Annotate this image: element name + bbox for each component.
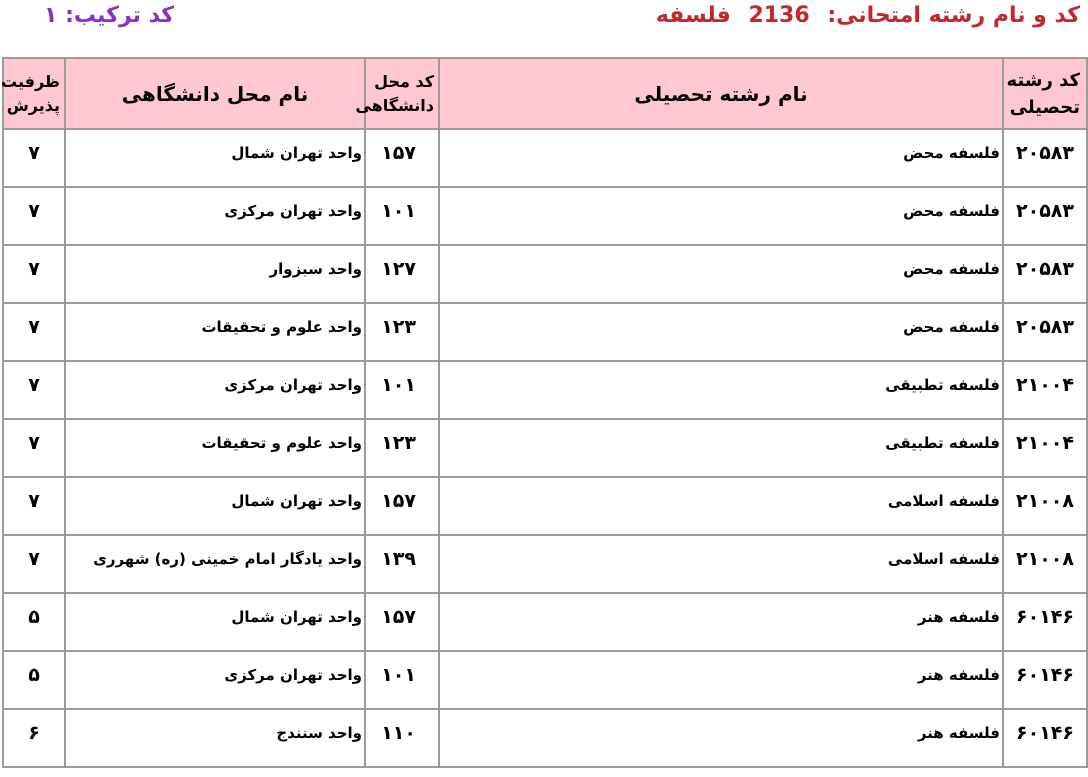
capacity-cell: ۷ bbox=[3, 303, 65, 361]
location-code-cell: ۱۲۳ bbox=[365, 419, 439, 477]
location-code-cell: ۱۱۰ bbox=[365, 709, 439, 767]
capacity-cell: ۷ bbox=[3, 535, 65, 593]
location-code-cell: ۱۰۱ bbox=[365, 187, 439, 245]
location-name-cell: واحد علوم و تحقیقات bbox=[65, 419, 365, 477]
combination-code: کد ترکیب: ۱ bbox=[44, 3, 175, 28]
location-name-cell: واحد یادگار امام خمینی (ره) شهرری bbox=[65, 535, 365, 593]
capacity-cell: ۷ bbox=[3, 361, 65, 419]
capacity-cell: ۶ bbox=[3, 709, 65, 767]
exam-title-prefix: کد و نام رشته امتحانی: bbox=[827, 3, 1080, 28]
capacity-cell: ۷ bbox=[3, 419, 65, 477]
major-name-cell: فلسفه اسلامی bbox=[439, 477, 1003, 535]
major-name-cell: فلسفه تطبیقی bbox=[439, 419, 1003, 477]
table-row bbox=[3, 361, 1087, 419]
major-name-cell: فلسفه هنر bbox=[439, 651, 1003, 709]
exam-code: 2136 bbox=[748, 3, 810, 28]
location-name-cell: واحد علوم و تحقیقات bbox=[65, 303, 365, 361]
col-header-location-code: کد محل دانشگاهی bbox=[365, 58, 439, 129]
major-code-cell: ۲۱۰۰۸ bbox=[1003, 477, 1087, 535]
table-row bbox=[3, 129, 1087, 187]
col-header-major-name: نام رشته تحصیلی bbox=[439, 58, 1003, 129]
capacity-cell: ۵ bbox=[3, 651, 65, 709]
major-code-cell: ۶۰۱۴۶ bbox=[1003, 651, 1087, 709]
location-name-cell: واحد تهران مرکزی bbox=[65, 361, 365, 419]
table-row bbox=[3, 245, 1087, 303]
location-name-cell: واحد تهران شمال bbox=[65, 477, 365, 535]
location-code-cell: ۱۳۹ bbox=[365, 535, 439, 593]
location-code-cell: ۱۲۳ bbox=[365, 303, 439, 361]
table-row bbox=[3, 593, 1087, 651]
location-name-cell: واحد سنندج bbox=[65, 709, 365, 767]
capacity-cell: ۷ bbox=[3, 187, 65, 245]
major-name-cell: فلسفه اسلامی bbox=[439, 535, 1003, 593]
location-name-cell: واحد تهران شمال bbox=[65, 129, 365, 187]
col-header-capacity: ظرفیت پذیرش bbox=[3, 58, 65, 129]
table-row bbox=[3, 303, 1087, 361]
table-row bbox=[3, 419, 1087, 477]
capacity-cell: ۷ bbox=[3, 129, 65, 187]
major-name-cell: فلسفه محض bbox=[439, 245, 1003, 303]
location-code-cell: ۱۵۷ bbox=[365, 477, 439, 535]
location-code-cell: ۱۵۷ bbox=[365, 593, 439, 651]
col-header-location-name: نام محل دانشگاهی bbox=[65, 58, 365, 129]
location-name-cell: واحد تهران مرکزی bbox=[65, 187, 365, 245]
major-code-cell: ۲۰۵۸۳ bbox=[1003, 129, 1087, 187]
major-name-cell: فلسفه محض bbox=[439, 187, 1003, 245]
exam-name: فلسفه bbox=[655, 3, 731, 28]
capacity-cell: ۵ bbox=[3, 593, 65, 651]
location-code-cell: ۱۰۱ bbox=[365, 361, 439, 419]
major-code-cell: ۲۰۵۸۳ bbox=[1003, 187, 1087, 245]
capacity-cell: ۷ bbox=[3, 477, 65, 535]
table-row bbox=[3, 651, 1087, 709]
location-name-cell: واحد تهران شمال bbox=[65, 593, 365, 651]
table-row bbox=[3, 535, 1087, 593]
table-header-row bbox=[3, 58, 1087, 129]
major-code-cell: ۲۰۵۸۳ bbox=[1003, 245, 1087, 303]
major-name-cell: فلسفه تطبیقی bbox=[439, 361, 1003, 419]
major-code-cell: ۲۱۰۰۴ bbox=[1003, 419, 1087, 477]
col-header-major-code: کد رشته تحصیلی bbox=[1003, 58, 1087, 129]
major-code-cell: ۲۱۰۰۸ bbox=[1003, 535, 1087, 593]
major-name-cell: فلسفه محض bbox=[439, 303, 1003, 361]
admissions-table bbox=[2, 57, 1088, 768]
location-name-cell: واحد تهران مرکزی bbox=[65, 651, 365, 709]
location-code-cell: ۱۲۷ bbox=[365, 245, 439, 303]
location-code-cell: ۱۰۱ bbox=[365, 651, 439, 709]
location-name-cell: واحد سبزوار bbox=[65, 245, 365, 303]
major-name-cell: فلسفه محض bbox=[439, 129, 1003, 187]
major-name-cell: فلسفه هنر bbox=[439, 593, 1003, 651]
table-row bbox=[3, 477, 1087, 535]
major-code-cell: ۶۰۱۴۶ bbox=[1003, 593, 1087, 651]
capacity-cell: ۷ bbox=[3, 245, 65, 303]
major-name-cell: فلسفه هنر bbox=[439, 709, 1003, 767]
table-row bbox=[3, 709, 1087, 767]
major-code-cell: ۲۱۰۰۴ bbox=[1003, 361, 1087, 419]
location-code-cell: ۱۵۷ bbox=[365, 129, 439, 187]
major-code-cell: ۲۰۵۸۳ bbox=[1003, 303, 1087, 361]
table-row bbox=[3, 187, 1087, 245]
major-code-cell: ۶۰۱۴۶ bbox=[1003, 709, 1087, 767]
exam-title bbox=[656, 0, 1080, 36]
